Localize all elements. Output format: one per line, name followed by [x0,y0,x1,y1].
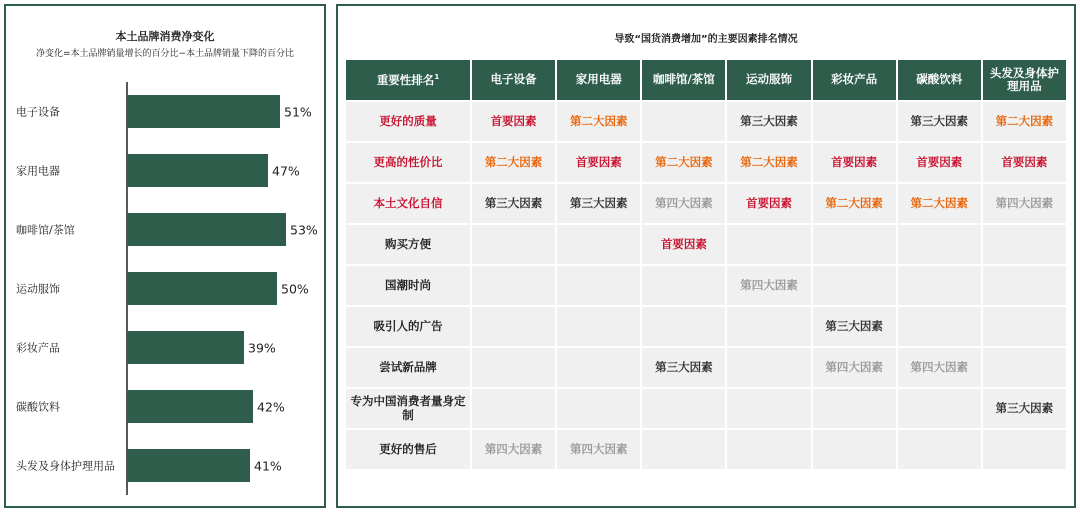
table-cell [727,430,810,469]
table-cell [557,266,640,305]
table-cell: 第二大因素 [727,143,810,182]
table-row [346,307,1066,346]
header-cell: 运动服饰 [727,60,810,100]
data-label: 42% [257,399,285,415]
row-label: 本土文化自信 [346,184,470,223]
header-cell-rank: 重要性排名$^1$ [346,60,470,100]
table-cell: 第二大因素 [642,143,725,182]
data-label: 53% [290,222,318,238]
table-cell: 首要因素 [642,225,725,264]
bar-chart [6,6,324,506]
row-label: 更好的售后 [346,430,470,469]
table-cell: 第二大因素 [557,102,640,141]
table-cell [983,266,1066,305]
table-row [346,266,1066,305]
table-cell [898,225,981,264]
header-cell: 头发及身体护理用品 [983,60,1066,100]
row-label: 更高的性价比 [346,143,470,182]
table-cell [557,307,640,346]
table-cell: 第二大因素 [898,184,981,223]
table-cell: 第四大因素 [642,184,725,223]
table-cell: 第四大因素 [983,184,1066,223]
data-label: 50% [281,281,309,297]
table-cell [898,430,981,469]
table-cell: 第三大因素 [472,184,555,223]
left-panel [4,4,326,508]
chart-subtitle: 净变化=本土品牌销量增长的百分比−本土品牌销量下降的百分比 [35,49,295,59]
table-cell: 第四大因素 [472,430,555,469]
table-cell [898,307,981,346]
table-cell: 第三大因素 [727,102,810,141]
data-label: 51% [284,104,312,120]
factor-ranking-table [344,58,1068,471]
table-cell [898,389,981,428]
bar [127,272,277,305]
table-cell [557,348,640,387]
table-cell: 第三大因素 [642,348,725,387]
table-row [346,348,1066,387]
data-label: 41% [254,458,282,474]
table-cell [472,348,555,387]
table-cell [813,430,896,469]
bar [127,154,268,187]
table-cell: 第四大因素 [557,430,640,469]
table-cell [813,389,896,428]
chart-title: 本土品牌消费净变化 [115,30,215,43]
table-cell: 第四大因素 [898,348,981,387]
category-label: 咖啡馆/茶馆 [16,223,75,237]
table-cell [557,225,640,264]
table-cell: 第二大因素 [813,184,896,223]
table-cell [642,389,725,428]
row-label: 吸引人的广告 [346,307,470,346]
table-row [346,389,1066,428]
row-label: 更好的质量 [346,102,470,141]
category-label: 家用电器 [16,164,60,178]
table-title: 导致“国货消费增加”的主要因素排名情况 [614,34,798,45]
category-label: 头发及身体护理用品 [16,459,115,473]
table-cell [642,307,725,346]
table-cell: 第二大因素 [472,143,555,182]
table-cell [472,225,555,264]
table-cell: 第二大因素 [983,102,1066,141]
row-label: 专为中国消费者量身定制 [346,389,470,428]
category-label: 碳酸饮料 [16,400,60,414]
table-cell [983,225,1066,264]
table-cell [642,102,725,141]
table-cell [472,389,555,428]
header-cell: 咖啡馆/茶馆 [642,60,725,100]
table-row [346,102,1066,141]
table-cell: 首要因素 [557,143,640,182]
category-label: 运动服饰 [16,282,60,296]
table-row [346,184,1066,223]
table-cell: 第三大因素 [983,389,1066,428]
table-cell [813,225,896,264]
table-cell [642,266,725,305]
data-label: 47% [272,163,300,179]
table-cell: 首要因素 [727,184,810,223]
bar [127,390,253,423]
right-panel [336,4,1076,508]
table-cell: 首要因素 [983,143,1066,182]
table-cell: 首要因素 [472,102,555,141]
table-cell: 第三大因素 [813,307,896,346]
header-cell: 家用电器 [557,60,640,100]
table-cell: 第四大因素 [813,348,896,387]
table-cell [983,307,1066,346]
table-cell [642,430,725,469]
bar [127,213,286,246]
table-cell [727,225,810,264]
table-cell [557,389,640,428]
table-cell [813,102,896,141]
table-row [346,430,1066,469]
table-cell: 首要因素 [898,143,981,182]
table-cell [727,389,810,428]
table-cell: 首要因素 [813,143,896,182]
row-label: 尝试新品牌 [346,348,470,387]
table-header-row [346,60,1066,100]
table-row [346,225,1066,264]
table-cell [727,307,810,346]
table-cell [472,307,555,346]
table-cell [898,266,981,305]
data-label: 39% [248,340,276,356]
table-cell: 第三大因素 [557,184,640,223]
header-cell: 彩妆产品 [813,60,896,100]
table-row [346,143,1066,182]
table-cell [727,348,810,387]
category-label: 电子设备 [16,105,60,119]
table-cell [983,348,1066,387]
row-label: 国潮时尚 [346,266,470,305]
row-label: 购买方便 [346,225,470,264]
table-cell [813,266,896,305]
table-cell: 第三大因素 [898,102,981,141]
table-cell: 第四大因素 [727,266,810,305]
table-cell [472,266,555,305]
bar [127,95,280,128]
header-cell: 电子设备 [472,60,555,100]
bar [127,449,250,482]
category-label: 彩妆产品 [16,341,60,355]
header-cell: 碳酸饮料 [898,60,981,100]
table-cell [983,430,1066,469]
bar [127,331,244,364]
